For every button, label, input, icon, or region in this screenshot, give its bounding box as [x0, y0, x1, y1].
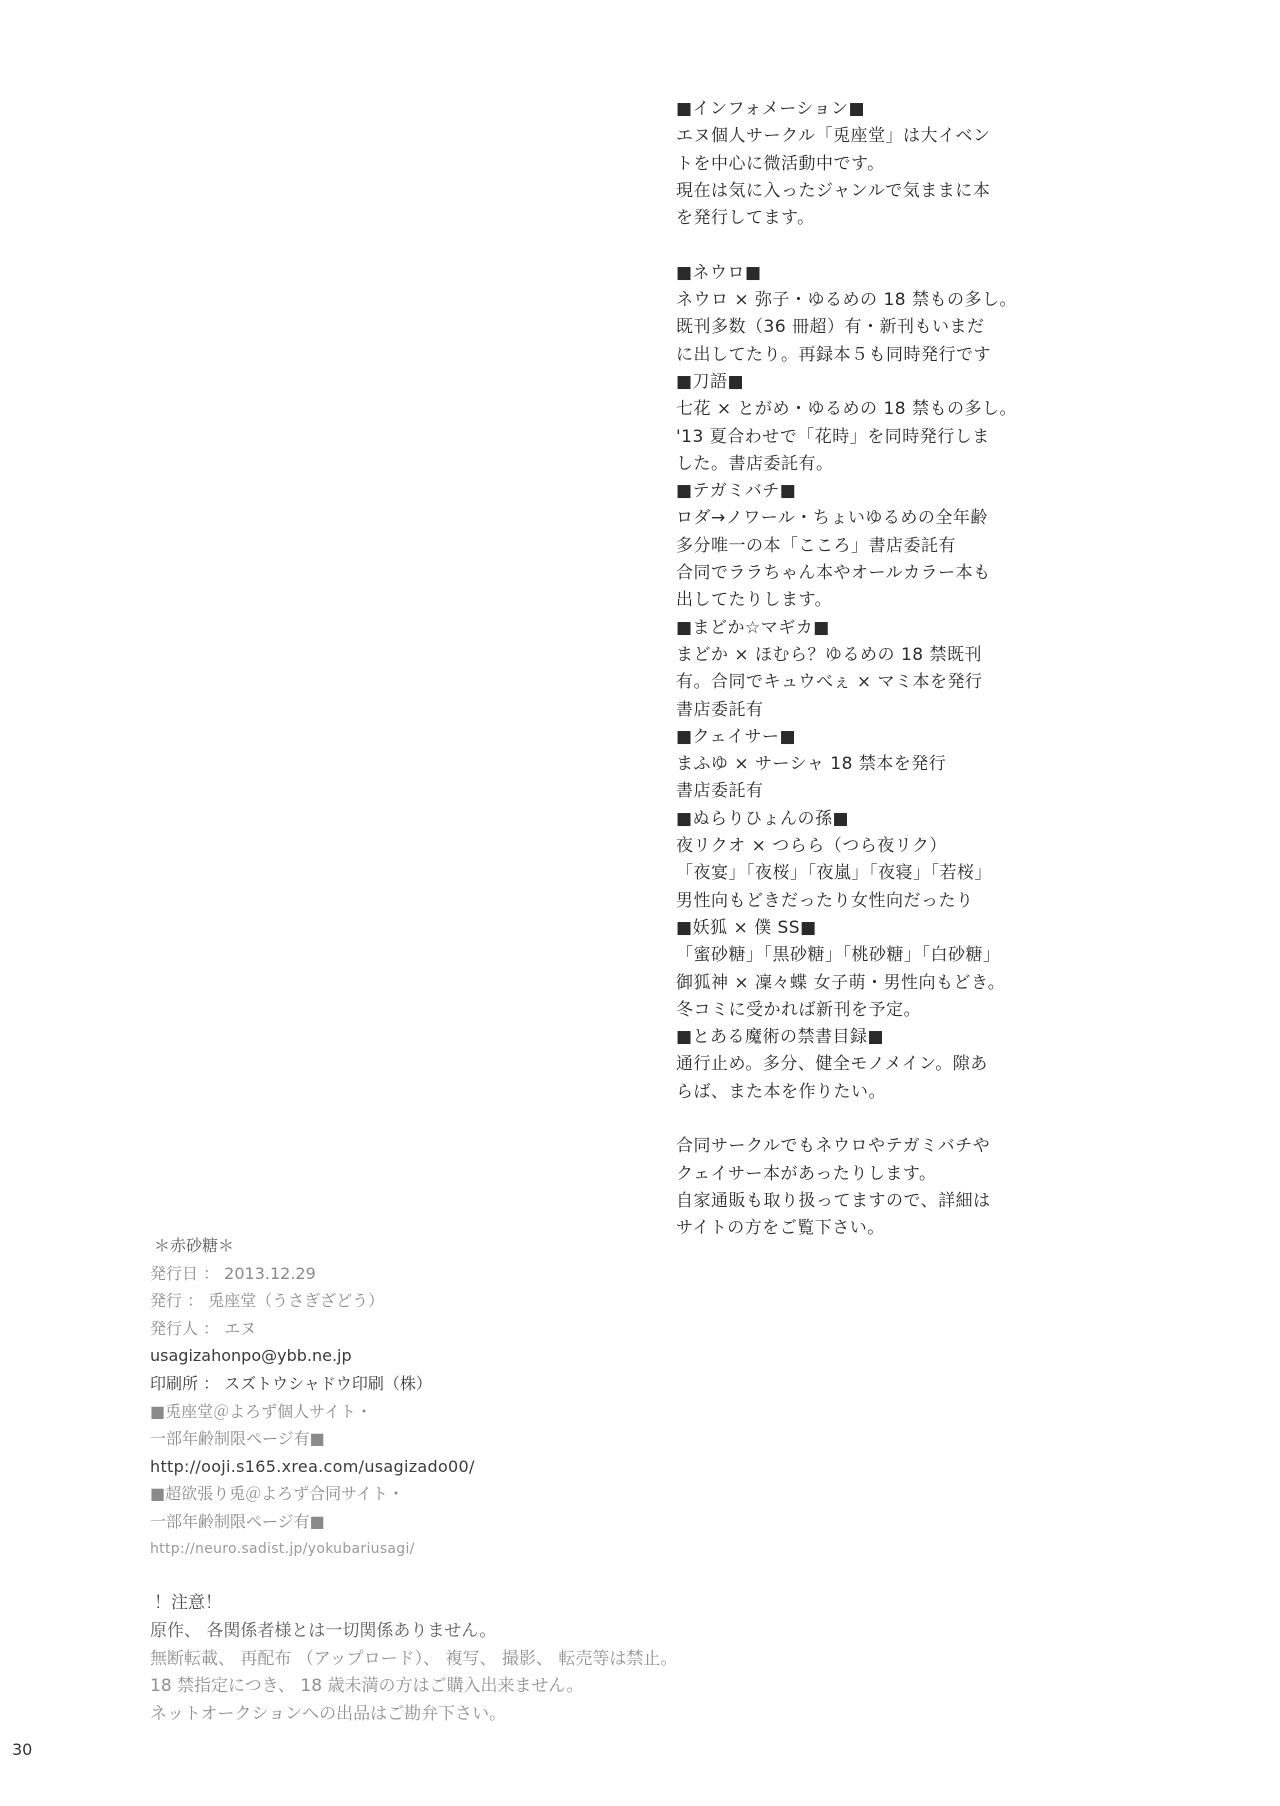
info-gap	[676, 232, 1096, 259]
printer: 印刷所 ： スズトウシャドウ印刷（株）	[150, 1373, 432, 1393]
info-genre-heading: ■テガミバチ■	[676, 481, 797, 502]
info-line: クェイサー本があったりします。	[676, 1163, 937, 1184]
info-line: 合同サークルでもネウロやテガミバチや	[676, 1136, 991, 1157]
site1-url: http://ooji.s165.xrea.com/usagizado00/	[150, 1456, 475, 1476]
info-genre-heading: ■刀語■	[676, 371, 745, 392]
info-line: 現在は気に入ったジャンルで気ままに本	[676, 180, 991, 201]
info-line: らば、また本を作りたい。	[676, 1081, 886, 1102]
info-line: 有。合同でキュウべぇ × マミ本を発行	[676, 672, 983, 693]
page-number: 30	[12, 1740, 33, 1759]
info-line: まどか × ほむら？ゆるめの 18 禁既刊	[676, 644, 982, 665]
site2-url: http://neuro.sadist.jp/yokubariusagi/	[150, 1540, 415, 1557]
info-line: 「夜宴」「夜桜」「夜嵐」「夜寝」「若桜」	[676, 863, 992, 884]
info-genre-heading: ■とある魔術の禁書目録■	[676, 1027, 885, 1048]
info-genre-heading: ■ネウロ■	[676, 262, 762, 283]
info-genre-heading: ■まどか☆マギカ■	[676, 617, 830, 638]
notice-line: ネットオークションへの出品はご勘弁下さい。	[150, 1704, 507, 1725]
site1-label: ■兎座堂＠よろず個人サイト・	[150, 1401, 372, 1421]
info-line: 「蜜砂糖」「黒砂糖」「桃砂糖」「白砂糖」	[676, 945, 1001, 966]
info-line: 合同でララちゃん本やオールカラー本も	[676, 563, 991, 584]
info-line: 出してたりします。	[676, 590, 833, 611]
site1-label: 一部年齢制限ページ有■	[150, 1429, 325, 1449]
info-line: した。書店委託有。	[676, 453, 834, 474]
notice-line: 18 禁指定につき、 18 歳未満の方はご購入出来ません。	[150, 1676, 584, 1697]
site2-label: ■超欲張り兎＠よろず合同サイト・	[150, 1484, 404, 1504]
info-line: 既刊多数（36 冊超）有・新刊もいまだ	[676, 317, 985, 338]
info-line: サイトの方をご覧下さい。	[676, 1218, 885, 1239]
info-heading: ■インフォメーション■	[676, 99, 866, 119]
info-line: ネウロ × 弥子・ゆるめの 18 禁もの多し。	[676, 290, 1017, 311]
info-line: 七花 × とがめ・ゆるめの 18 禁もの多し。	[676, 399, 1017, 420]
notice-line: 原作、 各関係者様とは一切関係ありません。	[150, 1620, 497, 1641]
info-line: 自家通販も取り扱ってますので、詳細は	[676, 1190, 991, 1211]
notice-line: 無断転載、 再配布 （アップロード）、 複写、 撮影、 転売等は禁止。	[150, 1648, 678, 1669]
info-line: を発行してます。	[676, 208, 815, 229]
info-gap	[676, 1106, 1096, 1133]
site2-label: 一部年齢制限ページ有■	[150, 1511, 325, 1531]
info-line: 冬コミに受かれば新刊を予定。	[676, 999, 921, 1020]
contact-email: usagizahonpo@ybb.ne.jp	[150, 1346, 352, 1366]
info-line: ロダ→ノワール・ちょいゆるめの全年齢	[676, 508, 988, 529]
colophon	[150, 1232, 710, 1563]
publish-date: 発行日 ： 2013.12.29	[150, 1263, 316, 1283]
info-line: 多分唯一の本「こころ」書店委託有	[676, 535, 956, 556]
info-line: '13 夏合わせで「花時」を同時発行しま	[676, 426, 990, 447]
info-line: 夜リクオ × つらら（つら夜リク）	[676, 836, 947, 857]
info-line: 御狐神 × 凜々蝶 女子萌・男性向もどき。	[676, 972, 1006, 993]
info-line: 書店委託有	[676, 699, 764, 720]
info-genre-heading: ■ぬらりひょんの孫■	[676, 808, 850, 829]
info-line: 男性向もどきだったり女性向だったり	[676, 890, 974, 911]
info-genre-heading: ■クェイサー■	[676, 726, 797, 747]
author: 発行人 ： エヌ	[150, 1318, 257, 1338]
notice-heading: ！注意！	[154, 1593, 222, 1613]
info-genre-heading: ■妖狐 × 僕 SS■	[676, 917, 817, 938]
info-line: まふゆ × サーシャ 18 禁本を発行	[676, 754, 947, 775]
info-line: 書店委託有	[676, 781, 764, 802]
legal-notice	[150, 1590, 970, 1729]
info-line: エヌ個人サークル「兎座堂」は大イベン	[676, 126, 991, 147]
info-line: トを中心に微活動中です。	[676, 153, 885, 174]
circle-information	[676, 96, 1096, 1242]
book-title: ＊赤砂糖＊	[154, 1236, 235, 1255]
info-line: に出してたり。再録本５も同時発行です	[676, 344, 991, 365]
info-line: 通行止め。多分、健全モノメイン。隙あ	[676, 1054, 988, 1075]
publisher: 発行 ： 兎座堂（うさぎざどう）	[150, 1291, 385, 1311]
